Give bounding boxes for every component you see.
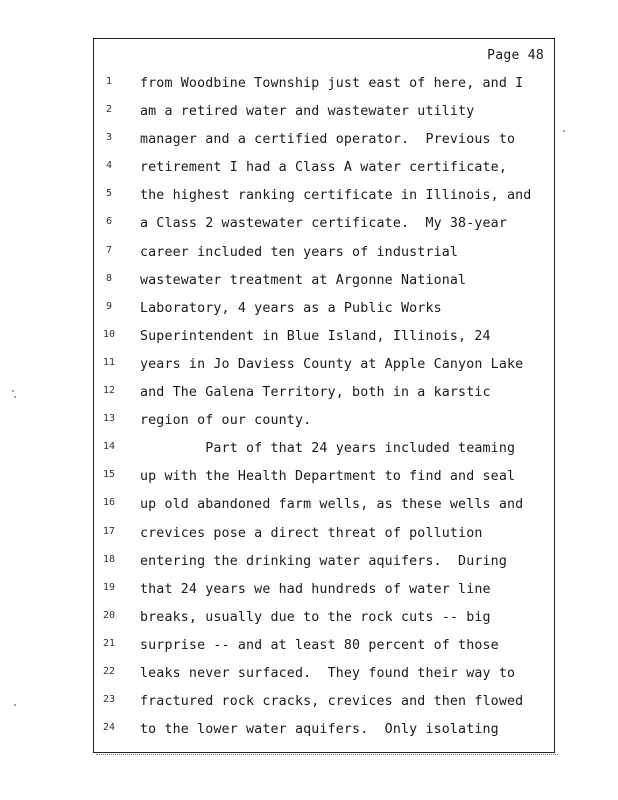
line-text: career included ten years of industrial: [140, 244, 459, 260]
line-number: 9: [105, 300, 113, 312]
line-text: wastewater treatment at Argonne National: [140, 272, 467, 288]
line-text: Laboratory, 4 years as a Public Works: [140, 300, 442, 316]
line-text: breaks, usually due to the rock cuts -- big: [140, 609, 491, 625]
transcript-lines: [94, 76, 554, 755]
line-text: manager and a certified operator. Previous to: [140, 132, 516, 148]
line-text: Superintendent in Blue Island, Illinois, 24: [140, 328, 491, 344]
page-number: Page 48: [487, 48, 544, 63]
line-number: 10: [102, 328, 116, 340]
line-text: to the lower water aquifers. Only isolating: [140, 722, 499, 738]
line-number: 16: [102, 497, 116, 509]
scan-speck: [563, 130, 565, 132]
line-number: 18: [102, 553, 116, 565]
transcript-line: [94, 722, 554, 755]
line-number: 7: [105, 244, 113, 256]
line-number: 24: [102, 722, 116, 734]
line-text: retirement I had a Class A water certificate,: [140, 160, 507, 176]
scan-speck: [12, 390, 14, 392]
scan-speck: [14, 396, 16, 398]
line-number: 6: [105, 216, 113, 228]
line-number: 2: [105, 104, 113, 116]
line-text: crevices pose a direct threat of pollution: [140, 525, 483, 541]
line-text: fractured rock cracks, crevices and then flowed: [140, 694, 524, 710]
line-number: 12: [102, 385, 116, 397]
line-text: from Woodbine Township just east of here, and I: [140, 76, 524, 91]
line-number: 15: [102, 469, 116, 481]
line-number: 3: [105, 132, 113, 144]
line-text: that 24 years we had hundreds of water line: [140, 581, 491, 597]
line-number: 4: [105, 160, 113, 172]
line-text: and The Galena Territory, both in a karstic: [140, 385, 491, 401]
line-number: 1: [105, 76, 113, 87]
scan-speck: [14, 704, 16, 706]
line-text: surprise -- and at least 80 percent of those: [140, 637, 499, 653]
line-number: 22: [102, 665, 116, 677]
line-number: 23: [102, 694, 116, 706]
line-text: Part of that 24 years included teaming: [140, 441, 516, 457]
line-text: entering the drinking water aquifers. During: [140, 553, 507, 569]
transcript-page: [93, 38, 555, 753]
line-text: the highest ranking certificate in Illinois, and: [140, 188, 532, 204]
line-text: leaks never surfaced. They found their way to: [140, 665, 516, 681]
line-number: 14: [102, 441, 116, 453]
line-text: up old abandoned farm wells, as these wells and: [140, 497, 524, 513]
line-text: up with the Health Department to find and seal: [140, 469, 516, 485]
scan-edge-artifact: [96, 754, 558, 758]
line-number: 13: [102, 413, 116, 425]
line-text: a Class 2 wastewater certificate. My 38-year: [140, 216, 507, 232]
line-number: 19: [102, 581, 116, 593]
line-number: 8: [105, 272, 113, 284]
line-number: 5: [105, 188, 113, 200]
line-text: am a retired water and wastewater utility: [140, 104, 475, 120]
line-number: 20: [102, 609, 116, 621]
line-number: 17: [102, 525, 116, 537]
line-text: years in Jo Daviess County at Apple Canyon Lake: [140, 356, 524, 372]
line-number: 11: [102, 356, 116, 368]
line-text: region of our county.: [140, 413, 312, 429]
line-number: 21: [102, 637, 116, 649]
